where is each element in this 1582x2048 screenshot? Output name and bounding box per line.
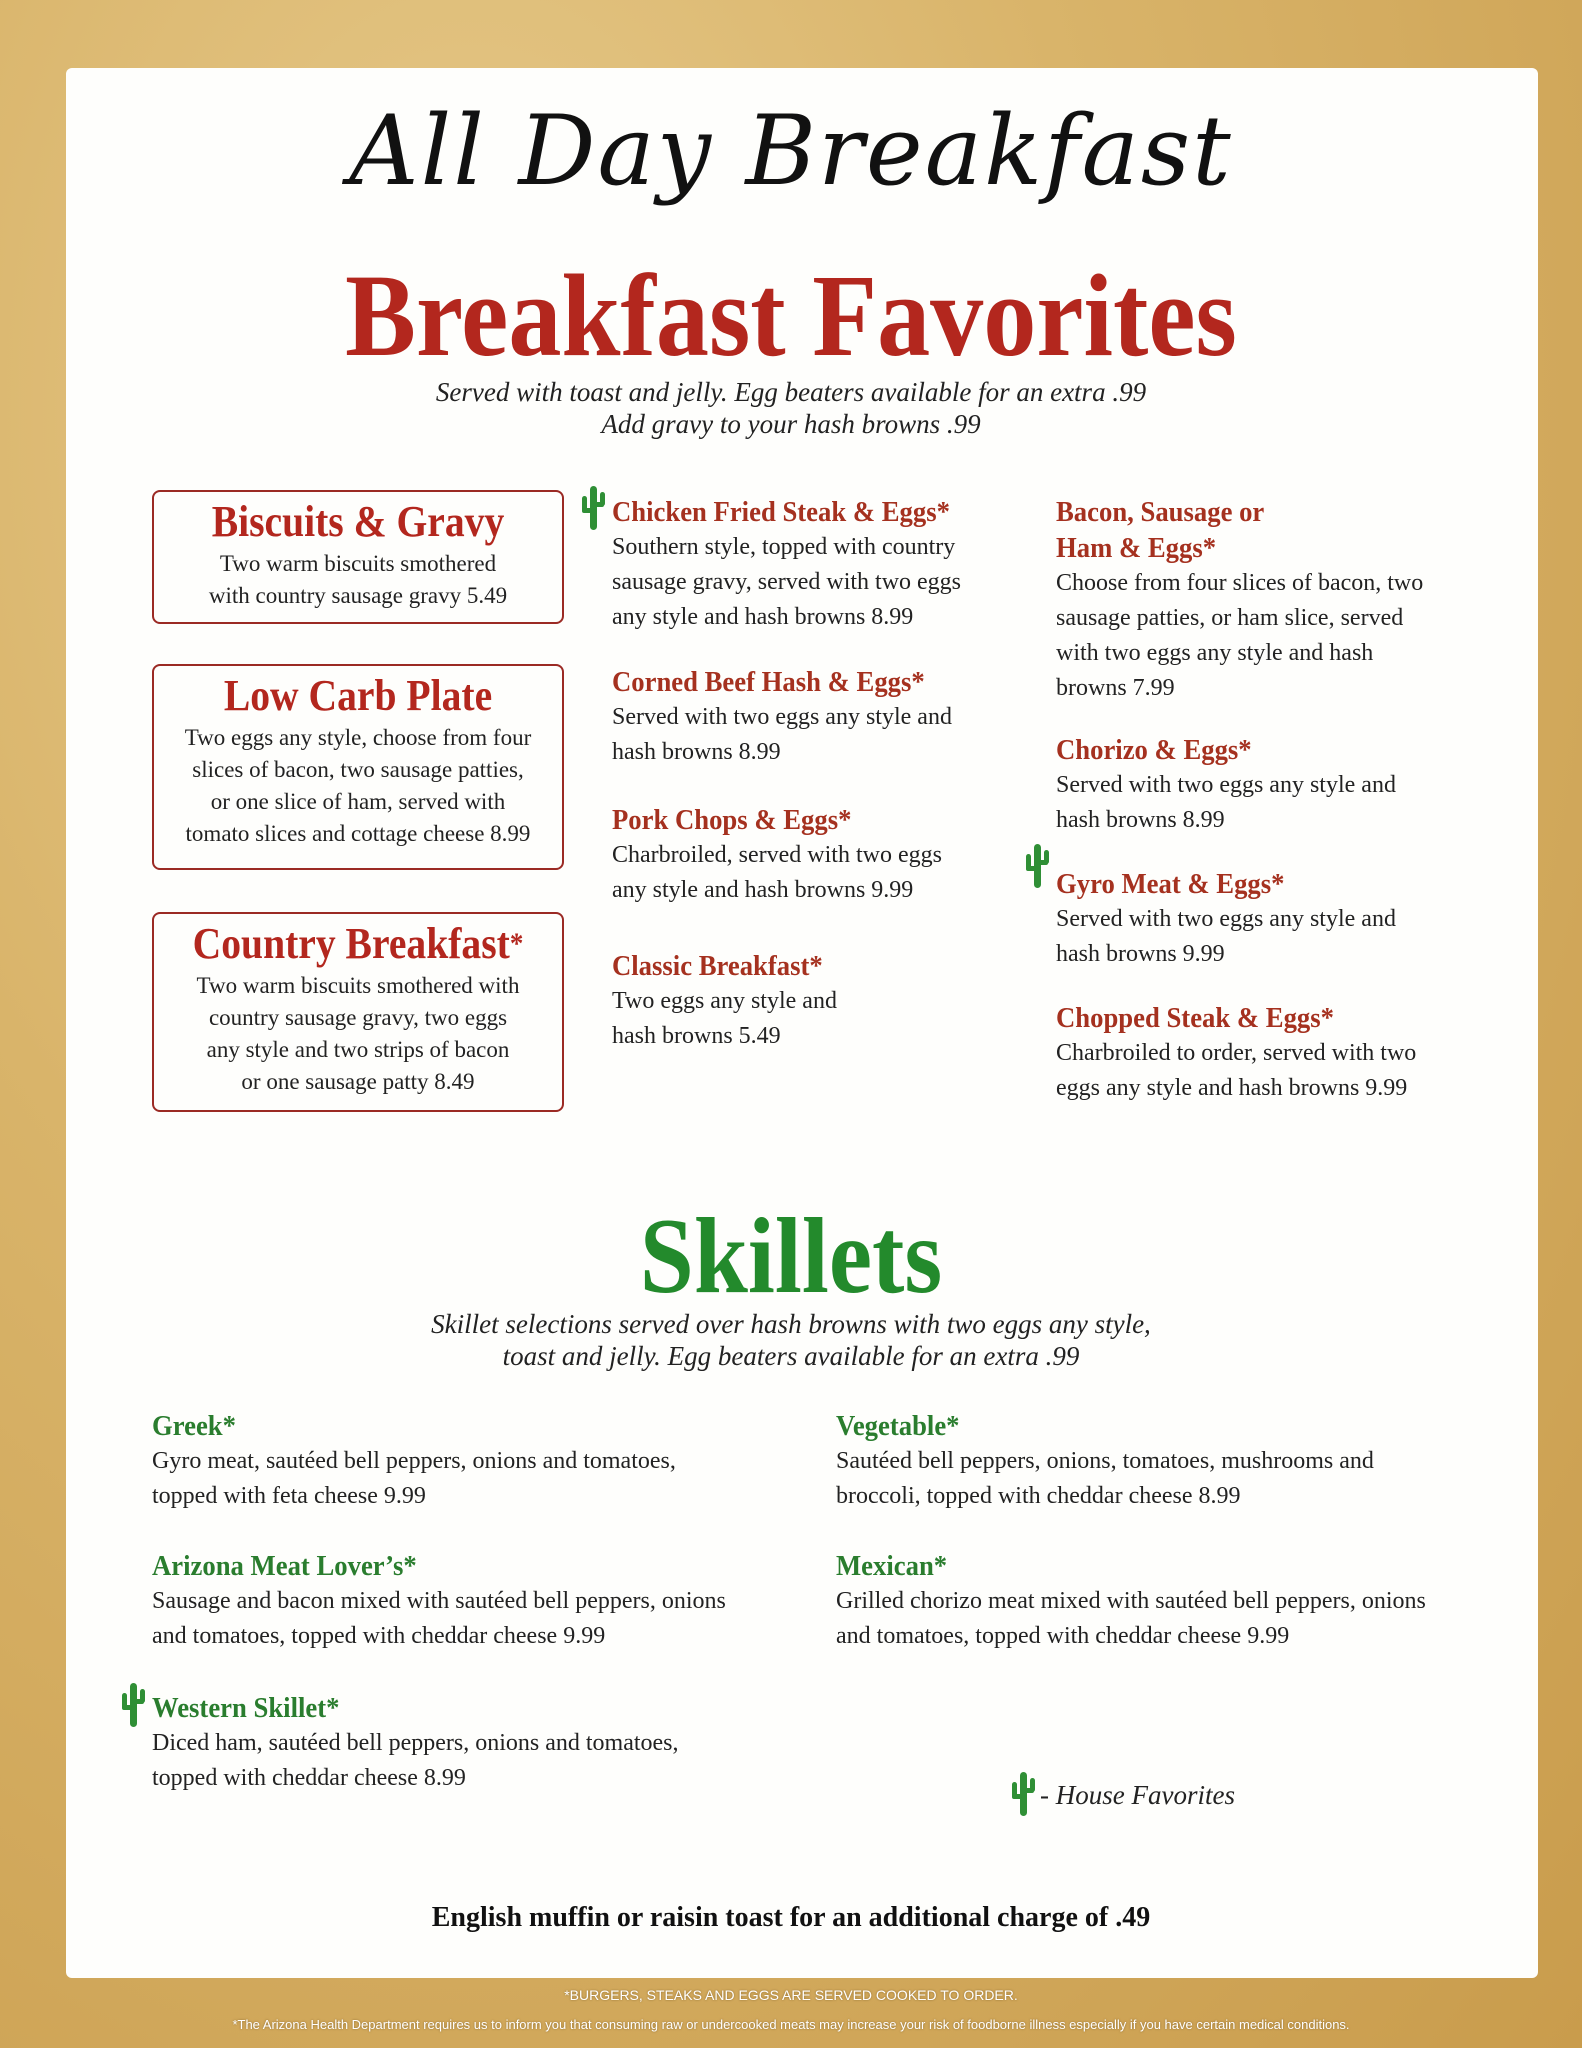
cactus-icon (580, 484, 606, 532)
item-desc-line: country sausage gravy, two eggs (208, 1005, 508, 1030)
menu-item-bacon-sausage-ham (1056, 494, 1423, 706)
item-desc-line: Two warm biscuits smothered (219, 551, 497, 576)
menu-script-title: All Day Breakfast (349, 95, 1233, 207)
menu-item-chopped-steak (1056, 1000, 1416, 1106)
item-desc-line: or one slice of ham, served with (210, 789, 506, 814)
item-desc-line: Diced ham, sautéed bell peppers, onions and tomatoes, (152, 1730, 679, 1756)
health-department-notice: *The Arizona Health Department requires us to inform you that consuming raw or undercooked meats may increase your risk of foodborne illness especially if you have certain medical conditions. (232, 2017, 1350, 2032)
item-desc-line: sausage patties, or ham slice, served (1056, 605, 1404, 631)
cactus-icon (1010, 1770, 1036, 1818)
item-desc-line: Sausage and bacon mixed with sautéed bell peppers, onions (152, 1588, 726, 1614)
item-title: Pork Chops & Eggs* (612, 804, 852, 836)
item-title: Ham & Eggs* (1056, 532, 1217, 564)
skillet-item-vegetable (836, 1408, 1374, 1514)
asterisk: * (509, 927, 524, 960)
menu-item-gyro-meat-eggs (1056, 866, 1396, 972)
item-desc-line: Served with two eggs any style and (612, 704, 952, 730)
item-title: Corned Beef Hash & Eggs* (612, 666, 925, 698)
item-title: Chicken Fried Steak & Eggs* (612, 496, 950, 528)
menu-item-pork-chops (612, 802, 942, 908)
breakfast-favorites-heading: Breakfast Favorites (345, 250, 1237, 381)
item-desc-line: Two eggs any style and (612, 988, 837, 1014)
item-title: Bacon, Sausage or (1056, 496, 1265, 528)
item-desc-line: Charbroiled, served with two eggs (612, 842, 942, 868)
item-title-text: Country Breakfast (192, 919, 510, 968)
item-desc-line: with country sausage gravy 5.49 (208, 583, 508, 608)
item-title: Mexican* (836, 1550, 948, 1582)
item-desc-line: broccoli, topped with cheddar cheese 8.99 (836, 1483, 1241, 1509)
skillet-item-greek (152, 1408, 676, 1514)
item-desc-line: any style and hash browns 9.99 (612, 877, 914, 903)
breakfast-subtitle-1: Served with toast and jelly. Egg beaters available for an extra .99 (435, 377, 1147, 407)
skillets-subtitle-1: Skillet selections served over hash browns with two eggs any style, (431, 1309, 1151, 1339)
item-desc-line: Southern style, topped with country (612, 534, 956, 560)
item-desc-line: Gyro meat, sautéed bell peppers, onions and tomatoes, (152, 1448, 676, 1474)
item-desc-line: Sautéed bell peppers, onions, tomatoes, mushrooms and (836, 1448, 1374, 1474)
item-title: Gyro Meat & Eggs* (1056, 868, 1285, 900)
item-title: Chopped Steak & Eggs* (1056, 1002, 1334, 1034)
menu-box-biscuits-gravy (152, 490, 564, 624)
house-favorites-legend: - House Favorites (1040, 1780, 1235, 1810)
item-desc-line: Two eggs any style, choose from four (184, 725, 532, 750)
item-desc-line: topped with feta cheese 9.99 (152, 1483, 426, 1509)
item-desc-line: any style and hash browns 8.99 (612, 604, 914, 630)
menu-box-low-carb-plate (152, 664, 564, 870)
item-desc-line: Choose from four slices of bacon, two (1056, 570, 1424, 596)
item-title: Low Carb Plate (223, 671, 493, 720)
cactus-icon (1024, 842, 1050, 890)
item-desc-line: any style and two strips of bacon (206, 1037, 510, 1062)
item-title: Biscuits & Gravy (211, 497, 505, 546)
item-title: Chorizo & Eggs* (1056, 734, 1252, 766)
item-desc-line: and tomatoes, topped with cheddar cheese 9.99 (152, 1623, 606, 1649)
skillets-heading: Skillets (639, 1197, 943, 1316)
cooked-to-order-notice: *BURGERS, STEAKS AND EGGS ARE SERVED COOKED TO ORDER. (564, 1987, 1018, 2003)
skillet-item-arizona-meat-lovers (152, 1548, 726, 1654)
item-desc-line: hash browns 9.99 (1056, 941, 1225, 967)
skillets-subtitle-2: toast and jelly. Egg beaters available for an extra .99 (502, 1341, 1080, 1371)
muffin-note: English muffin or raisin toast for an additional charge of .49 (431, 1902, 1151, 1933)
item-title: Greek* (152, 1410, 236, 1442)
item-title: Classic Breakfast* (612, 950, 823, 982)
item-desc-line: with two eggs any style and hash (1056, 640, 1374, 666)
item-desc-line: hash browns 5.49 (612, 1023, 781, 1049)
menu-box-country-breakfast (152, 912, 564, 1112)
item-desc-line: hash browns 8.99 (1056, 807, 1225, 833)
menu-item-chorizo-eggs (1056, 732, 1396, 838)
item-desc-line: Served with two eggs any style and (1056, 906, 1396, 932)
item-desc-line: topped with cheddar cheese 8.99 (152, 1765, 466, 1791)
item-desc-line: hash browns 8.99 (612, 739, 781, 765)
cactus-icon (120, 1680, 146, 1730)
item-desc-line: sausage gravy, served with two eggs (612, 569, 962, 595)
item-desc-line: and tomatoes, topped with cheddar cheese 9.99 (836, 1623, 1290, 1649)
skillet-item-mexican (836, 1548, 1426, 1654)
item-desc-line: Two warm biscuits smothered with (196, 973, 520, 998)
item-title (174, 918, 541, 970)
item-desc-line: Charbroiled to order, served with two (1056, 1040, 1417, 1066)
item-title: Western Skillet* (152, 1692, 340, 1724)
item-desc-line: Grilled chorizo meat mixed with sautéed bell peppers, onions (836, 1588, 1426, 1614)
menu-item-corned-beef-hash (612, 664, 952, 770)
item-desc-line: browns 7.99 (1056, 675, 1175, 701)
item-title: Vegetable* (836, 1410, 960, 1442)
item-title: Arizona Meat Lover’s* (152, 1550, 417, 1582)
item-desc-line: Served with two eggs any style and (1056, 772, 1396, 798)
item-desc-line: tomato slices and cottage cheese 8.99 (185, 821, 531, 846)
item-desc-line: eggs any style and hash browns 9.99 (1056, 1075, 1408, 1101)
menu-item-classic-breakfast (612, 948, 841, 1054)
menu-item-chicken-fried-steak (612, 494, 979, 635)
breakfast-subtitle-2: Add gravy to your hash browns .99 (601, 409, 981, 439)
item-desc-line: or one sausage patty 8.49 (241, 1069, 475, 1094)
item-desc-line: slices of bacon, two sausage patties, (192, 757, 524, 782)
skillet-item-western (152, 1690, 679, 1796)
